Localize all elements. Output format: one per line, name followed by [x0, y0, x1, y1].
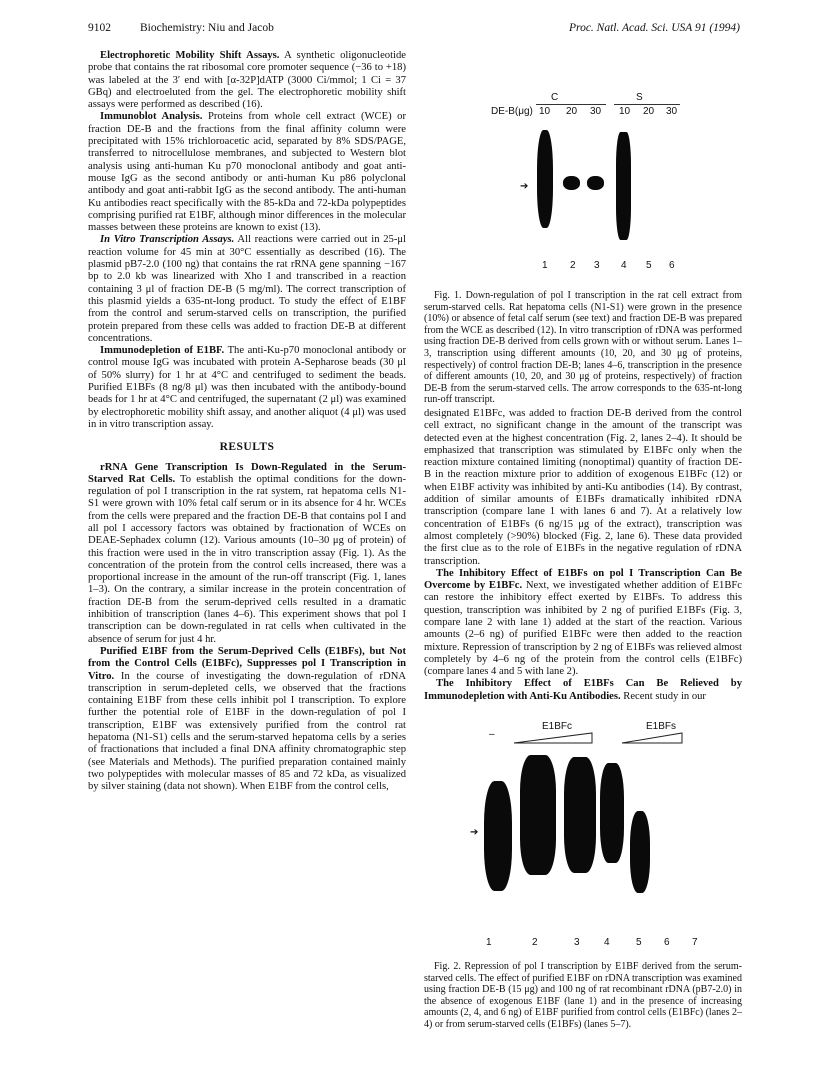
fig1-lane-number: 2: [570, 260, 576, 271]
paragraph-results-1: [88, 462, 406, 646]
fig1-lane-number: 4: [621, 260, 627, 271]
figure-2-caption: Fig. 2. Repression of pol I transcription by E1BF derived from the serum-starved cells. The effect of purified E1BF on rDNA transcription was examined using fraction DE-B (15 μg) and 100 ng of rat recombinant rDNA (pB7-2.0) in the absence of exogenous E1BF (lane 1) and in the presence of increasing amounts (2, 4, and 6 ng) of E1BF purified from control cells (E1BFc) (lanes 2–4) or from serum-starved cells (E1BFs) (lanes 5–7).: [424, 961, 742, 1031]
fig1-amount: 20: [643, 106, 655, 117]
fig1-group-s: S: [636, 92, 643, 103]
paragraph-immunodepletion: [88, 345, 406, 431]
text-purified-e1bf: In the course of investigating the down-regulation of rDNA transcription in serum-depleted cells, we observed that the fractions containing E1BF from these cells inhibit pol I transcription. To explore further the potential role of E1BF in the down-regulation of pol I transcription, E1BF was extensively purified from the control rat hepatoma (N1-S1) cells and the serum-starved hepatoma cells by a series of fractionations that included a final DNA affinity chromatographic step (see Materials and Methods). The purified preparation contained mainly two polypeptides with molecular masses of 85 and 72 kDa, as visualized by silver staining (data not shown). When E1BF from the control cells,: [88, 670, 406, 793]
subheading-purified-e1bf: Purified E1BF from the Serum-Deprived Cells (E1BFs), but Not from the Control Cells (E1BFc), Suppresses pol I Transcription in Vitro.: [88, 645, 406, 682]
fig1-group-c: C: [551, 92, 559, 103]
fig2-lane-number: 5: [636, 937, 642, 949]
fig2-group-s: E1BFs: [646, 721, 677, 733]
journal-reference: Proc. Natl. Acad. Sci. USA 91 (1994): [569, 22, 740, 34]
subheading-downregulated: rRNA Gene Transcription Is Down-Regulated in the Serum-Starved Rat Cells.: [88, 461, 406, 485]
fig1-amount: 10: [619, 106, 631, 117]
left-column: [88, 50, 406, 794]
running-header: [88, 22, 740, 38]
fig1-lane-number: 1: [542, 260, 548, 271]
gel-band: [537, 130, 553, 228]
fig1-lane-number: 5: [646, 260, 652, 271]
fig2-lane-number: 3: [574, 937, 580, 949]
text-overcome: Next, we investigated whether addition of E1BFc can restore the inhibitory effect exerted by E1BFs. To address this question, transcription was inhibited by 2 ng of purified E1BFs (Fig. 3, compare lane 2 with lane 1) added at the start of the reaction. Various amounts (2–6 ng) of purified E1BFc were then added to the reaction mixture. Repression of transcription by 2 ng of E1BFs was relieved almost completely by 4–6 ng of the protein from the control cells (E1BFc) (compare lanes 4 and 5 with lane 2).: [424, 580, 742, 678]
fig1-amount: 30: [666, 106, 678, 117]
paragraph-right-1: designated E1BFc, was added to fraction DE-B derived from the control cell extract, no significant change in the amount of the transcript was detected even at the highest concentration (Fig. 2, lanes 2–4). It should be emphasized that transcription was stimulated by E1BFc only when the reaction mixture contained limiting (nonoptimal) quantity of fraction DE-B in the reaction mixture prior to addition of exogenous E1BFc (12) or when E1BF activity was inhibited by anti-Ku antibodies (14). By contrast, addition of similar amounts of E1BFs dramatically inhibited rDNA transcription (compare lane 1 with lanes 6 and 7). At a relatively low concentration of E1BFs (6 ng/15 μg of the extract), transcription was almost completely (>90%) blocked (Fig. 2, lane 6). These data provided the first clue as to the role of E1BFs in the negative regulation of rDNA transcription.: [424, 407, 742, 567]
gel-band: [564, 757, 596, 873]
fig2-group-c: E1BFc: [542, 721, 573, 733]
paragraph-results-2: [88, 646, 406, 794]
text-transcription: All reactions were carried out in 25-μl reaction volume for 45 min at 30°C essentially as described (16). The plasmid pB7-2.0 (100 ng) that contains the rat rRNA gene spanning −167 bp to 2.0 kb was linearized with Xho I and transcribed in a reaction containing 3 μl of fraction DE-B (5 mg/ml). The correct transcription of this plasmid yields a 635-nt-long product. To study the effect of E1BF from the control and serum-starved cells on transcription, the purified protein prepared from these cells was added to fraction DE-B at different concentrations.: [88, 234, 407, 344]
fig2-lane-number: 7: [692, 937, 698, 949]
fig2-dash: –: [489, 729, 495, 741]
subheading-emsa: Electrophoretic Mobility Shift Assays.: [100, 50, 280, 61]
fig2-lane-number: 4: [604, 937, 610, 949]
paragraph-right-2: [424, 568, 742, 679]
paragraph-emsa: [88, 50, 406, 111]
fig2-lane-number: 2: [532, 937, 538, 949]
right-column: [424, 50, 742, 1031]
subheading-immunodepletion-relief: The Inhibitory Effect of E1BFs Can Be Relieved by Immunodepletion with Anti-Ku Antibodies.: [424, 678, 742, 702]
subheading-immunodepletion: Immunodepletion of E1BF.: [100, 345, 225, 357]
gel-band: [520, 755, 556, 875]
gel-band: [484, 781, 512, 891]
text-emsa: A synthetic oligonucleotide probe that contains the rat ribosomal core promoter sequence (−36 to +18) was labeled at the 3′ end with [α-32P]dATP (3000 Ci/mmol; 1 Ci = 37 GBq) and electroeluted from the gel. The electrophoretic mobility shift assays were performed as described (16).: [88, 50, 406, 111]
fig1-amount: 20: [566, 106, 578, 117]
fig1-ylabel: DE-B(μg): [491, 106, 533, 117]
figure-2-gel: [424, 711, 742, 961]
journal-title: Biochemistry: Niu and Jacob: [140, 22, 274, 34]
fig1-bracket-s: [614, 104, 680, 105]
fig1-amount: 10: [539, 106, 551, 117]
paragraph-right-3: [424, 678, 742, 703]
text-immunodepletion: The anti-Ku-p70 monoclonal antibody or control mouse IgG was incubated with protein A-Sepharose beads (30 μl of 50% slurry) for 1 hr at 4°C and centrifuged to sediment the beads. Purified E1BFs (8 ng/8 μl) was then incubated with the antibody-bound beads for 1 hr at 4°C and centrifuged, the supernatant (2 μl) was examined by electrophoretic mobility shift assay, and another aliquot (4 μl) was used in in vitro transcription assay.: [88, 345, 406, 430]
text-downregulated: To establish the optimal conditions for the down-regulation of pol I transcription in the rat system, rat hepatoma cells N1-S1 were grown with 10% fetal calf serum or in its absence for 4 hr. WCEs from the cells were prepared and the fraction DE-B that contains pol I and all pol I accessory factors was obtained by fractionation of WCEs on DEAE-Sephadex column (12). Various amounts (10–30 μg of protein) of this fraction were used in the in vitro transcription assay (Fig. 1). As the concentration of the protein from the control cells increased, there was a proportional increase in the amount of the run-off transcript (Fig. 1, lanes 1–3). On the contrary, a similar increase in the protein concentration of fraction DE-B from the serum-deprived cells resulted in a dramatic inhibition of transcription (lanes 4–6). This experiment shows that pol I transcription can be down-regulated in rat cells when cultivated in the absence of serum for just 4 hr.: [88, 473, 406, 645]
subheading-transcription: In Vitro Transcription Assays.: [100, 234, 235, 246]
subheading-overcome: The Inhibitory Effect of E1BFs on pol I Transcription Can Be Overcome by E1BFc.: [424, 567, 742, 592]
fig1-amount: 30: [590, 106, 602, 117]
fig2-arrow-icon: ➔: [470, 827, 479, 839]
page-number: 9102: [88, 22, 111, 34]
gel-band: [616, 132, 631, 240]
paragraph-transcription: [88, 234, 406, 345]
gel-band: [600, 763, 624, 863]
gel-band: [563, 176, 580, 190]
fig1-lane-number: 3: [594, 260, 600, 271]
figure-1-gel: [424, 50, 742, 290]
figure-1-caption: Fig. 1. Down-regulation of pol I transcription in the rat cell extract from serum-starved cells. Rat hepatoma cells (N1-S1) were grown in the presence (10%) or absence of fetal calf serum (see text) and fraction DE-B was prepared from the WCE as described (12). In vitro transcription of rDNA was performed using fraction DE-B derived from cells grown with or without serum. Lanes 1–3, transcription using different amounts (10, 20, and 30 μg of proteins, respectively) of control fraction DE-B; lanes 4–6, transcription in the presence of different amounts (10, 20, and 30 μg of proteins, respectively) of fraction DE-B from the serum-starved cells. The arrow corresponds to the 635-nt-long run-off transcript.: [424, 290, 742, 406]
fig2-lane-number: 1: [486, 937, 492, 949]
fig1-bracket-c: [536, 104, 606, 105]
paragraph-immunoblot: [88, 111, 406, 234]
results-heading: RESULTS: [219, 441, 275, 454]
text-immunoblot: Proteins from whole cell extract (WCE) or fraction DE-B and the fractions from the final affinity column were precipitated with 15% trichloroacetic acid, separated by 8% SDS/PAGE, transferred to nitrocellulose membranes, and subjected to Western blot analysis using anti-human Ku p70 monoclonal antibody and goat anti-mouse IgG as the second antibody or anti-human Ku p86 polyclonal antibody and goat anti-rabbit IgG as the second antibody. The anti-human Ku antibodies react specifically with the 85-kDa and 72-kDa polypeptides comprising purified rat E1BF, although minor differences in the molecular masses between these proteins are known to exist (13).: [88, 111, 406, 234]
fig1-arrow-icon: ➔: [520, 181, 529, 192]
gel-band: [630, 811, 650, 893]
fig1-lane-number: 6: [669, 260, 675, 271]
gel-band: [587, 176, 604, 190]
fig2-lane-number: 6: [664, 937, 670, 949]
text-immunodepletion-relief: Recent study in our: [620, 690, 706, 702]
subheading-immunoblot: Immunoblot Analysis.: [100, 111, 203, 123]
